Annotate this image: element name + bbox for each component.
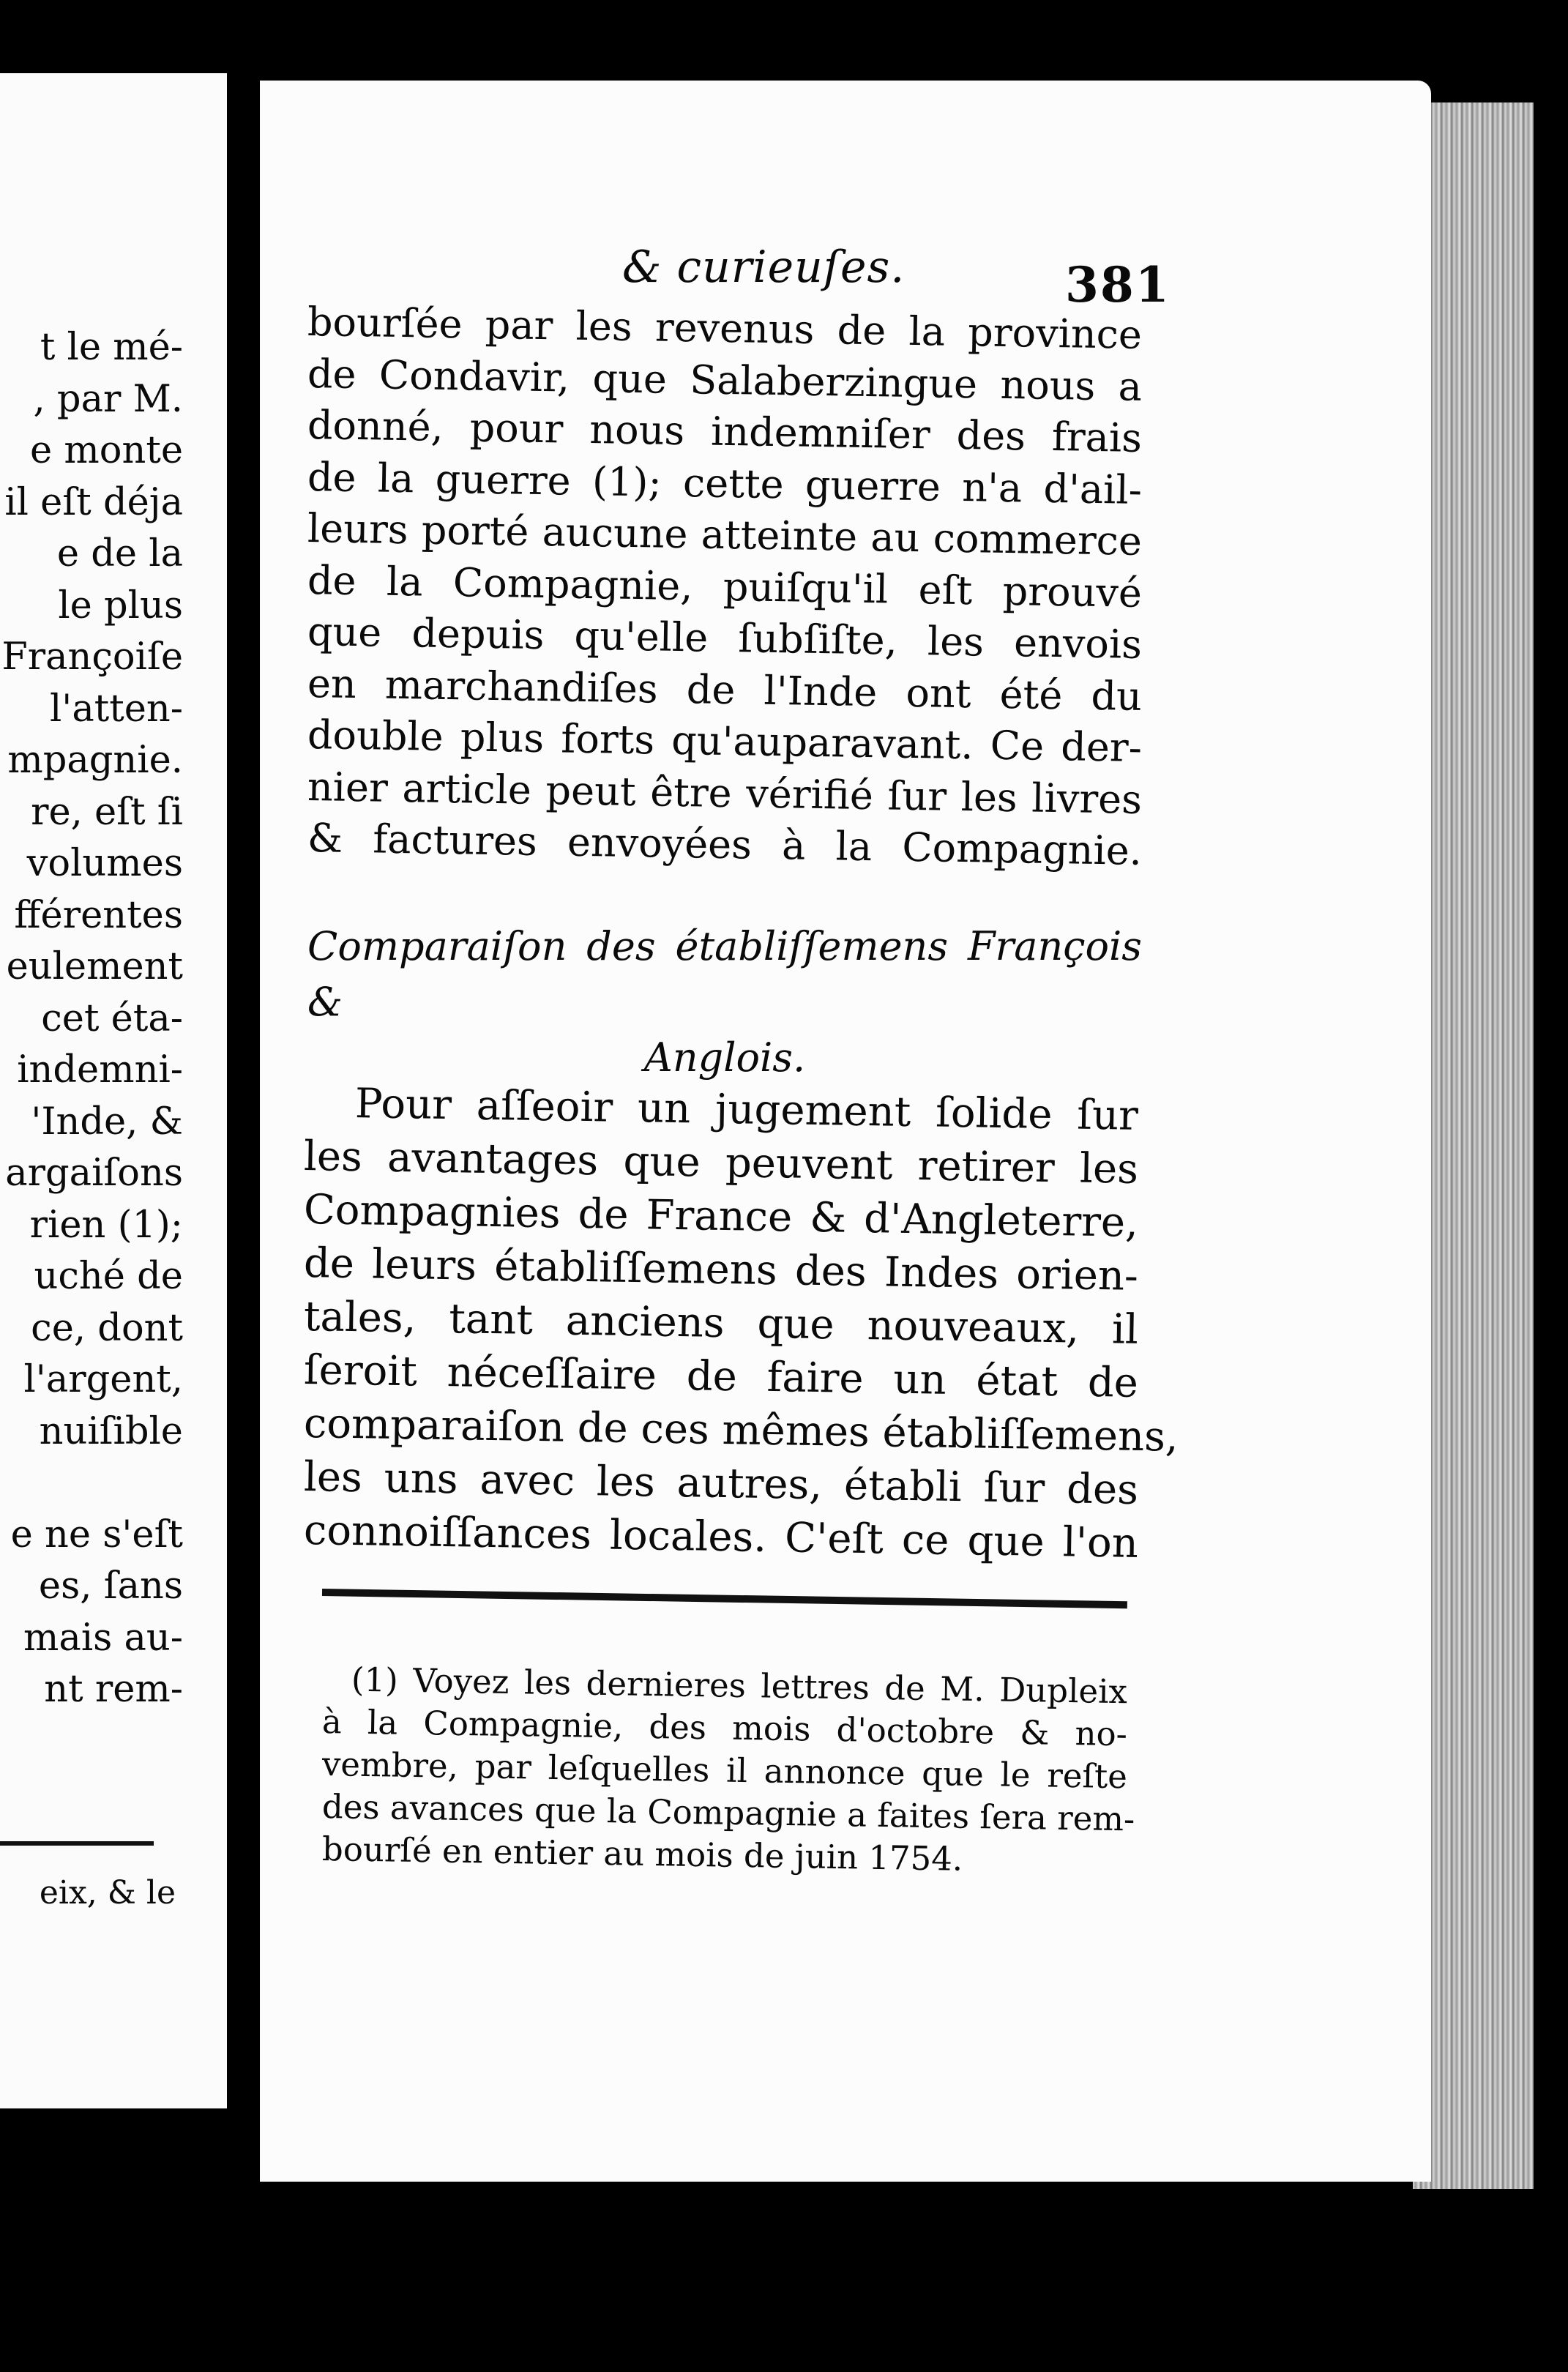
left-line: e monte bbox=[30, 429, 183, 472]
text-line: Pour aſſeoir un jugement ſolide ſur bbox=[354, 1080, 1139, 1140]
footnote-line: vembre, par leſquelles il annonce que le reſte bbox=[321, 1745, 1128, 1797]
left-line: nt rem- bbox=[44, 1668, 183, 1711]
left-line-blank bbox=[0, 1458, 183, 1510]
left-line: uché de bbox=[34, 1255, 183, 1298]
book-gutter bbox=[227, 73, 264, 2182]
left-line: il eſt déja bbox=[4, 480, 183, 524]
footnote-line: (1) Voyez les dernieres lettres de M. Dupleix bbox=[351, 1660, 1128, 1712]
paragraph-1 bbox=[307, 296, 1143, 874]
left-line: indemni- bbox=[17, 1048, 183, 1092]
text-line: de leurs établiſſemens des Indes orien- bbox=[303, 1239, 1139, 1300]
left-line: l'atten- bbox=[50, 687, 183, 731]
left-footnote: eix, & le bbox=[39, 1874, 176, 1912]
paragraph-2 bbox=[303, 1076, 1179, 1567]
left-line: e de la bbox=[56, 532, 183, 575]
text-line: que depuis qu'elle ſubſiſte, les envois bbox=[307, 608, 1143, 668]
left-footnote-rule bbox=[0, 1841, 154, 1846]
text-line: comparaiſon de ces mêmes établiſſemens, bbox=[303, 1400, 1179, 1461]
section-heading-line-1: Comparaiſon des établiſſemens François & bbox=[307, 923, 1142, 1025]
left-page-text bbox=[0, 322, 183, 1716]
left-line: ce, dont bbox=[31, 1306, 183, 1350]
left-line: mais au- bbox=[23, 1616, 183, 1660]
text-line: donné, pour nous indemniſer des frais bbox=[307, 402, 1143, 461]
text-line: double plus forts qu'auparavant. Ce der- bbox=[307, 712, 1143, 771]
text-line: leurs porté aucune atteinte au commerce bbox=[307, 505, 1143, 564]
left-line: re, eſt ſi bbox=[31, 790, 183, 834]
text-line: & factures envoyées à la Compagnie. bbox=[307, 815, 1143, 874]
left-line: t le mé- bbox=[40, 326, 183, 369]
left-line: e ne s'eſt bbox=[10, 1513, 183, 1556]
text-line: de Condavir, que Salaberzingue nous a bbox=[307, 350, 1143, 410]
left-line: 'Inde, & bbox=[31, 1100, 183, 1144]
text-line: les uns avec les autres, établi ſur des bbox=[303, 1453, 1139, 1514]
left-line: Françoiſe bbox=[1, 635, 183, 679]
left-line: eulement bbox=[6, 945, 183, 988]
left-line: fférentes bbox=[14, 893, 183, 937]
left-line: rien (1); bbox=[29, 1203, 183, 1247]
left-line: es, ſans bbox=[38, 1564, 183, 1608]
left-line: l'argent, bbox=[23, 1358, 183, 1401]
left-page bbox=[0, 73, 230, 2108]
text-line: ſeroit néceſſaire de faire un état de bbox=[303, 1346, 1139, 1407]
left-line: cet éta- bbox=[41, 996, 183, 1040]
footnote-line: des avances que la Compagnie a faites ſera rem- bbox=[321, 1787, 1135, 1839]
footnote-line: bourſé en entier au mois de juin 1754. bbox=[321, 1830, 963, 1879]
left-line: le plus bbox=[58, 583, 183, 627]
text-line: les avantages que peuvent retirer les bbox=[303, 1133, 1139, 1193]
footnote bbox=[321, 1658, 1135, 1879]
left-line: mpagnie. bbox=[7, 739, 183, 782]
text-line: nier article peut être vérifié ſur les livres bbox=[307, 763, 1143, 823]
section-heading-line-2: Anglois. bbox=[643, 1034, 806, 1081]
left-line: , par M. bbox=[33, 377, 183, 421]
text-line: connoiſſances locales. C'eſt ce que l'on bbox=[303, 1507, 1139, 1567]
left-line: argaiſons bbox=[5, 1152, 183, 1195]
footnote-line: à la Compagnie, des mois d'octobre & no- bbox=[321, 1702, 1128, 1754]
text-line: de la Compagnie, puiſqu'il eſt prouvé bbox=[307, 556, 1143, 616]
left-line: volumes bbox=[26, 842, 183, 885]
section-heading bbox=[307, 919, 1142, 1086]
text-line: Compagnies de France & d'Angleterre, bbox=[303, 1186, 1139, 1247]
page-number: 381 bbox=[1065, 256, 1171, 313]
left-line: nuiſible bbox=[39, 1409, 183, 1453]
text-line: de la guerre (1); cette guerre n'a d'ail- bbox=[307, 453, 1143, 513]
running-head: & curieuſes. bbox=[622, 242, 906, 293]
text-line: tales, tant anciens que nouveaux, il bbox=[303, 1293, 1139, 1354]
text-line: bourſée par les revenus de la province bbox=[307, 299, 1143, 358]
text-line: en marchandiſes de l'Inde ont été du bbox=[307, 660, 1143, 720]
